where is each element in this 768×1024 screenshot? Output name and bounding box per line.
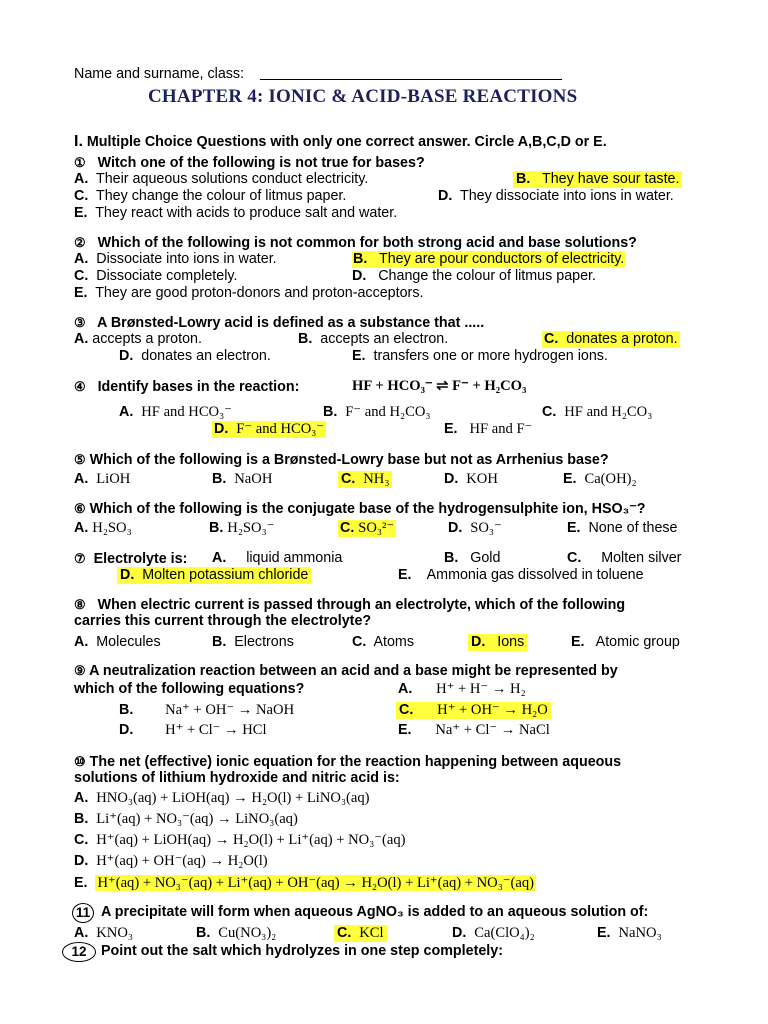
q7-option-a[interactable]: A. liquid ammonia (212, 550, 343, 566)
q3-option-e[interactable]: E. transfers one or more hydrogen ions. (352, 348, 608, 364)
q9-option-d[interactable]: D. H⁺ + Cl⁻ → HCl (119, 722, 267, 738)
question-8-stem-line2: carries this current through the electrolyte? (74, 613, 372, 629)
question-10-stem-line1: ⑩ The net (effective) ionic equation for the reaction happening between aqueous (74, 754, 622, 770)
q10-option-d[interactable]: D. H⁺(aq) + OH⁻(aq) → H₂O(l) (74, 853, 268, 869)
q4-option-c[interactable]: C. HF and H₂CO₃ (542, 404, 653, 420)
q11-option-d[interactable]: D. Ca(ClO₄)₂ (452, 925, 535, 941)
page-title: CHAPTER 4: IONIC & ACID-BASE REACTIONS (148, 86, 578, 107)
q4-option-a[interactable]: A. HF and HCO₃⁻ (119, 404, 232, 420)
name-blank-line (260, 79, 562, 80)
q3-option-b[interactable]: B. accepts an electron. (298, 331, 449, 347)
q6-option-a[interactable]: A. H₂SO₃ (74, 520, 132, 536)
section-instruction: I. Multiple Choice Questions with only one correct answer. Circle A,B,C,D or E. (74, 133, 607, 150)
q9-option-e[interactable]: E. Na⁺ + Cl⁻ → NaCl (398, 722, 550, 738)
q3-option-d[interactable]: D. donates an electron. (119, 348, 271, 364)
q4-equation: HF + HCO₃⁻ ⇌ F⁻ + H₂CO₃ (352, 378, 527, 394)
question-11-stem: A precipitate will form when aqueous AgNO₃ is added to an aqueous solution of: (101, 904, 649, 920)
question-12-stem: Point out the salt which hydrolyzes in one step completely: (101, 943, 503, 959)
q9-option-c[interactable]: C. H⁺ + OH⁻ → H₂O (396, 702, 551, 719)
q3-option-c[interactable]: C. donates a proton. (544, 331, 678, 347)
q2-option-a[interactable]: A. Dissociate into ions in water. (74, 251, 277, 267)
q4-option-b[interactable]: B. F⁻ and H₂CO₃ (323, 404, 431, 420)
q9-option-a[interactable]: A. H⁺ + H⁻ → H₂ (398, 681, 526, 697)
q11-option-a[interactable]: A. KNO₃ (74, 925, 133, 941)
question-3-stem: ③ A Brønsted-Lowry acid is defined as a substance that ..... (74, 315, 485, 331)
q5-option-a[interactable]: A. LiOH (74, 471, 131, 487)
q6-option-d[interactable]: D. SO₃⁻ (448, 520, 502, 536)
question-1-stem: ① Witch one of the following is not true for bases? (74, 155, 425, 171)
question-9-stem-line2: which of the following equations? (74, 681, 305, 697)
q4-option-d[interactable]: D. F⁻ and HCO₃⁻ (214, 421, 325, 437)
q2-option-c[interactable]: C. Dissociate completely. (74, 268, 238, 284)
q6-option-c[interactable]: C. SO₃²⁻ (340, 520, 395, 536)
q10-option-c[interactable]: C. H⁺(aq) + LiOH(aq) → H₂O(l) + Li⁺(aq) + NO₃⁻(aq) (74, 832, 406, 848)
q1-option-e[interactable]: E. They react with acids to produce salt and water. (74, 205, 398, 221)
q11-option-c[interactable]: C. KCl (334, 925, 387, 942)
question-4-stem: ④ Identify bases in the reaction: (74, 379, 300, 395)
q2-option-b[interactable]: B. They are pour conductors of electricity. (353, 251, 625, 267)
q8-option-e[interactable]: E. Atomic group (571, 634, 680, 650)
q1-option-b[interactable]: B. They have sour taste. (513, 171, 682, 188)
q6-option-b[interactable]: B. H₂SO₃⁻ (209, 520, 275, 536)
q7-option-d[interactable]: D. Molten potassium chloride (117, 567, 311, 584)
q5-option-d[interactable]: D. KOH (444, 471, 498, 487)
q10-option-a[interactable]: A. HNO₃(aq) + LiOH(aq) → H₂O(l) + LiNO₃(aq) (74, 790, 370, 806)
q5-option-e[interactable]: E. Ca(OH)₂ (563, 471, 637, 487)
q8-option-d[interactable]: D. Ions (468, 634, 527, 651)
q1-option-c[interactable]: C. They change the colour of litmus paper. (74, 188, 347, 204)
q5-option-b[interactable]: B. NaOH (212, 471, 273, 487)
section-roman: I. (74, 133, 83, 150)
q11-option-e[interactable]: E. NaNO₃ (597, 925, 662, 941)
q8-option-b[interactable]: B. Electrons (212, 634, 294, 650)
question-2-stem: ② Which of the following is not common for both strong acid and base solutions? (74, 235, 637, 251)
q4-option-e[interactable]: E. HF and F⁻ (444, 421, 533, 437)
q9-option-b[interactable]: B. Na⁺ + OH⁻ → NaOH (119, 702, 295, 718)
name-label: Name and surname, class: (74, 66, 245, 82)
q11-option-b[interactable]: B. Cu(NO₃)₂ (196, 925, 277, 941)
q7-option-c[interactable]: C. Molten silver (567, 550, 682, 566)
q5-option-c[interactable]: C. NH₃ (338, 471, 392, 488)
question-7-stem: ⑦ Electrolyte is: (74, 551, 188, 567)
q2-option-d[interactable]: D. Change the colour of litmus paper. (352, 268, 596, 284)
q12-number-circle: 12 (62, 942, 96, 962)
question-5-stem: ⑤ Which of the following is a Brønsted-Lowry base but not as Arrhenius base? (74, 452, 609, 468)
q10-option-b[interactable]: B. Li⁺(aq) + NO₃⁻(aq) → LiNO₃(aq) (74, 811, 298, 827)
q8-option-c[interactable]: C. Atoms (352, 634, 414, 650)
q1-option-a[interactable]: A. Their aqueous solutions conduct electricity. (74, 171, 369, 187)
q8-option-a[interactable]: A. Molecules (74, 634, 161, 650)
q2-option-e[interactable]: E. They are good proton-donors and proton-acceptors. (74, 285, 424, 301)
q1-option-d[interactable]: D. They dissociate into ions in water. (438, 188, 674, 204)
q10-option-e[interactable]: E. H⁺(aq) + NO₃⁻(aq) + Li⁺(aq) + OH⁻(aq) → H₂O(l) + Li⁺(aq) + NO₃⁻(aq) (74, 875, 535, 891)
q6-option-e[interactable]: E. None of these (567, 520, 678, 536)
q7-option-e[interactable]: E. Ammonia gas dissolved in toluene (398, 567, 644, 583)
question-10-stem-line2: solutions of lithium hydroxide and nitric acid is: (74, 770, 400, 786)
question-6-stem: ⑥ Which of the following is the conjugate base of the hydrogensulphite ion, HSO₃⁻? (74, 501, 646, 517)
q7-option-b[interactable]: B. Gold (444, 550, 501, 566)
question-9-stem-line1: ⑨ A neutralization reaction between an acid and a base might be represented by (74, 663, 618, 679)
q11-number-circle: 11 (72, 903, 94, 923)
question-8-stem-line1: ⑧ When electric current is passed through an electrolyte, which of the following (74, 597, 626, 613)
q3-option-a[interactable]: A. accepts a proton. (74, 331, 202, 347)
